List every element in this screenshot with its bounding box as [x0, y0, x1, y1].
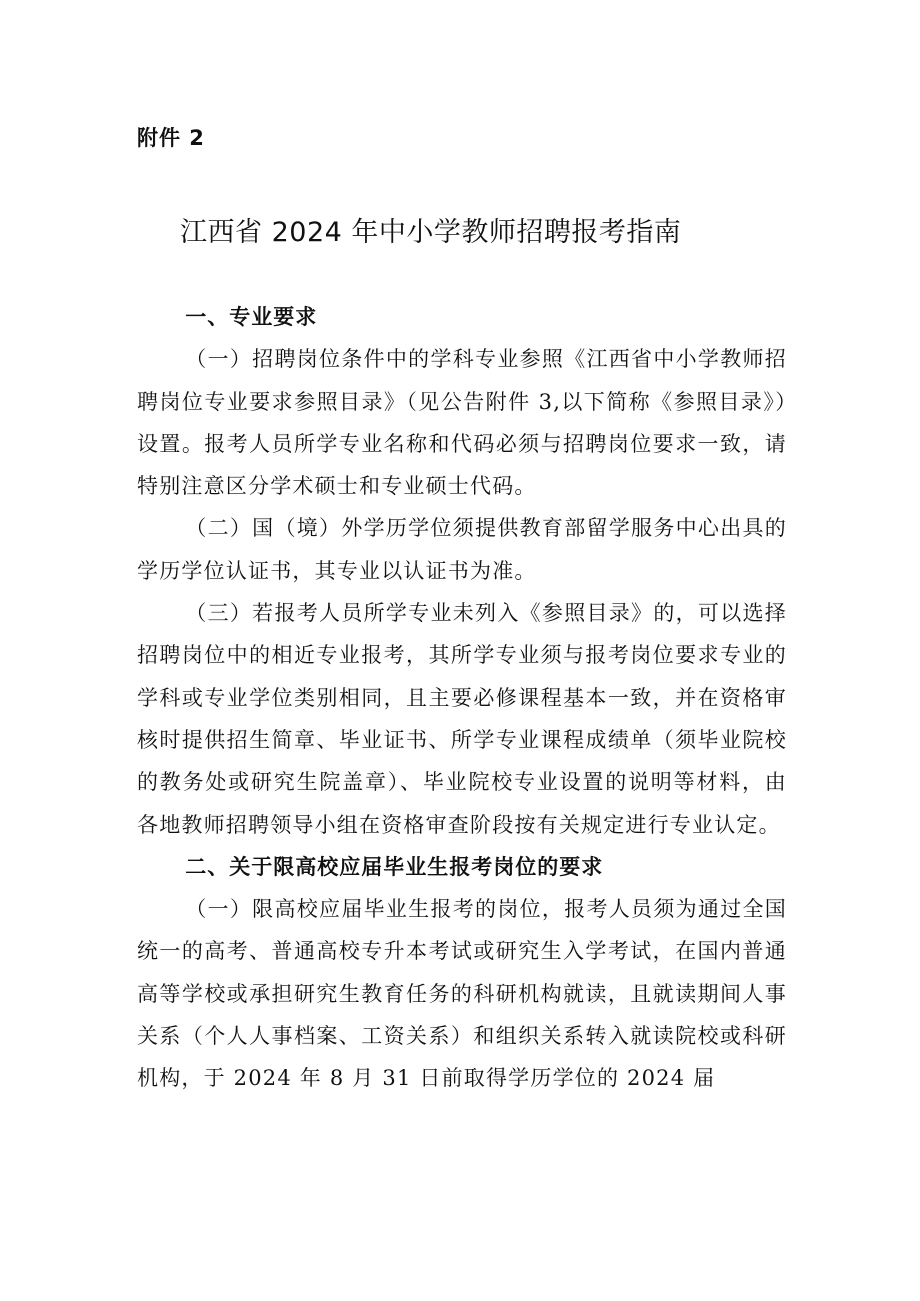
paragraph-1-1: （一）招聘岗位条件中的学科专业参照《江西省中小学教师招聘岗位专业要求参照目录》（见公告附件 3,以下简称《参照目录》）设置。报考人员所学专业名称和代码必须与招聘岗位要求一致，请特别注意区分学术硕士和专业硕士代码。 [137, 347, 787, 499]
paragraph-1-3: （三）若报考人员所学专业未列入《参照目录》的，可以选择招聘岗位中的相近专业报考，其所学专业须与报考岗位要求专业的学科或专业学位类别相同，且主要必修课程基本一致，并在资格审核时提供招生简章、毕业证书、所学专业课程成绩单（须毕业院校的教务处或研究生院盖章）、毕业院校专业设置的说明等材料，由各地教师招聘领导小组在资格审查阶段按有关规定进行专业认定。 [137, 601, 787, 837]
document-body [137, 296, 787, 1100]
document-title: 江西省 2024 年中小学教师招聘报考指南 [180, 217, 682, 248]
paragraph-1-2: （二）国（境）外学历学位须提供教育部留学服务中心出具的学历学位认证书，其专业以认证书为准。 [137, 516, 787, 583]
section-heading-2: 二、关于限高校应届毕业生报考岗位的要求 [185, 854, 604, 879]
attachment-label: 附件 2 [137, 126, 205, 150]
paragraph-2-1: （一）限高校应届毕业生报考的岗位，报考人员须为通过全国统一的高考、普通高校专升本考试或研究生入学考试，在国内普通高等学校或承担研究生教育任务的科研机构就读，且就读期间人事关系（个人人事档案、工资关系）和组织关系转入就读院校或科研机构，于 2024 年 8 月 31 日前取得学历学位的 2024 届 [137, 897, 787, 1091]
section-heading-1: 一、专业要求 [185, 305, 318, 329]
